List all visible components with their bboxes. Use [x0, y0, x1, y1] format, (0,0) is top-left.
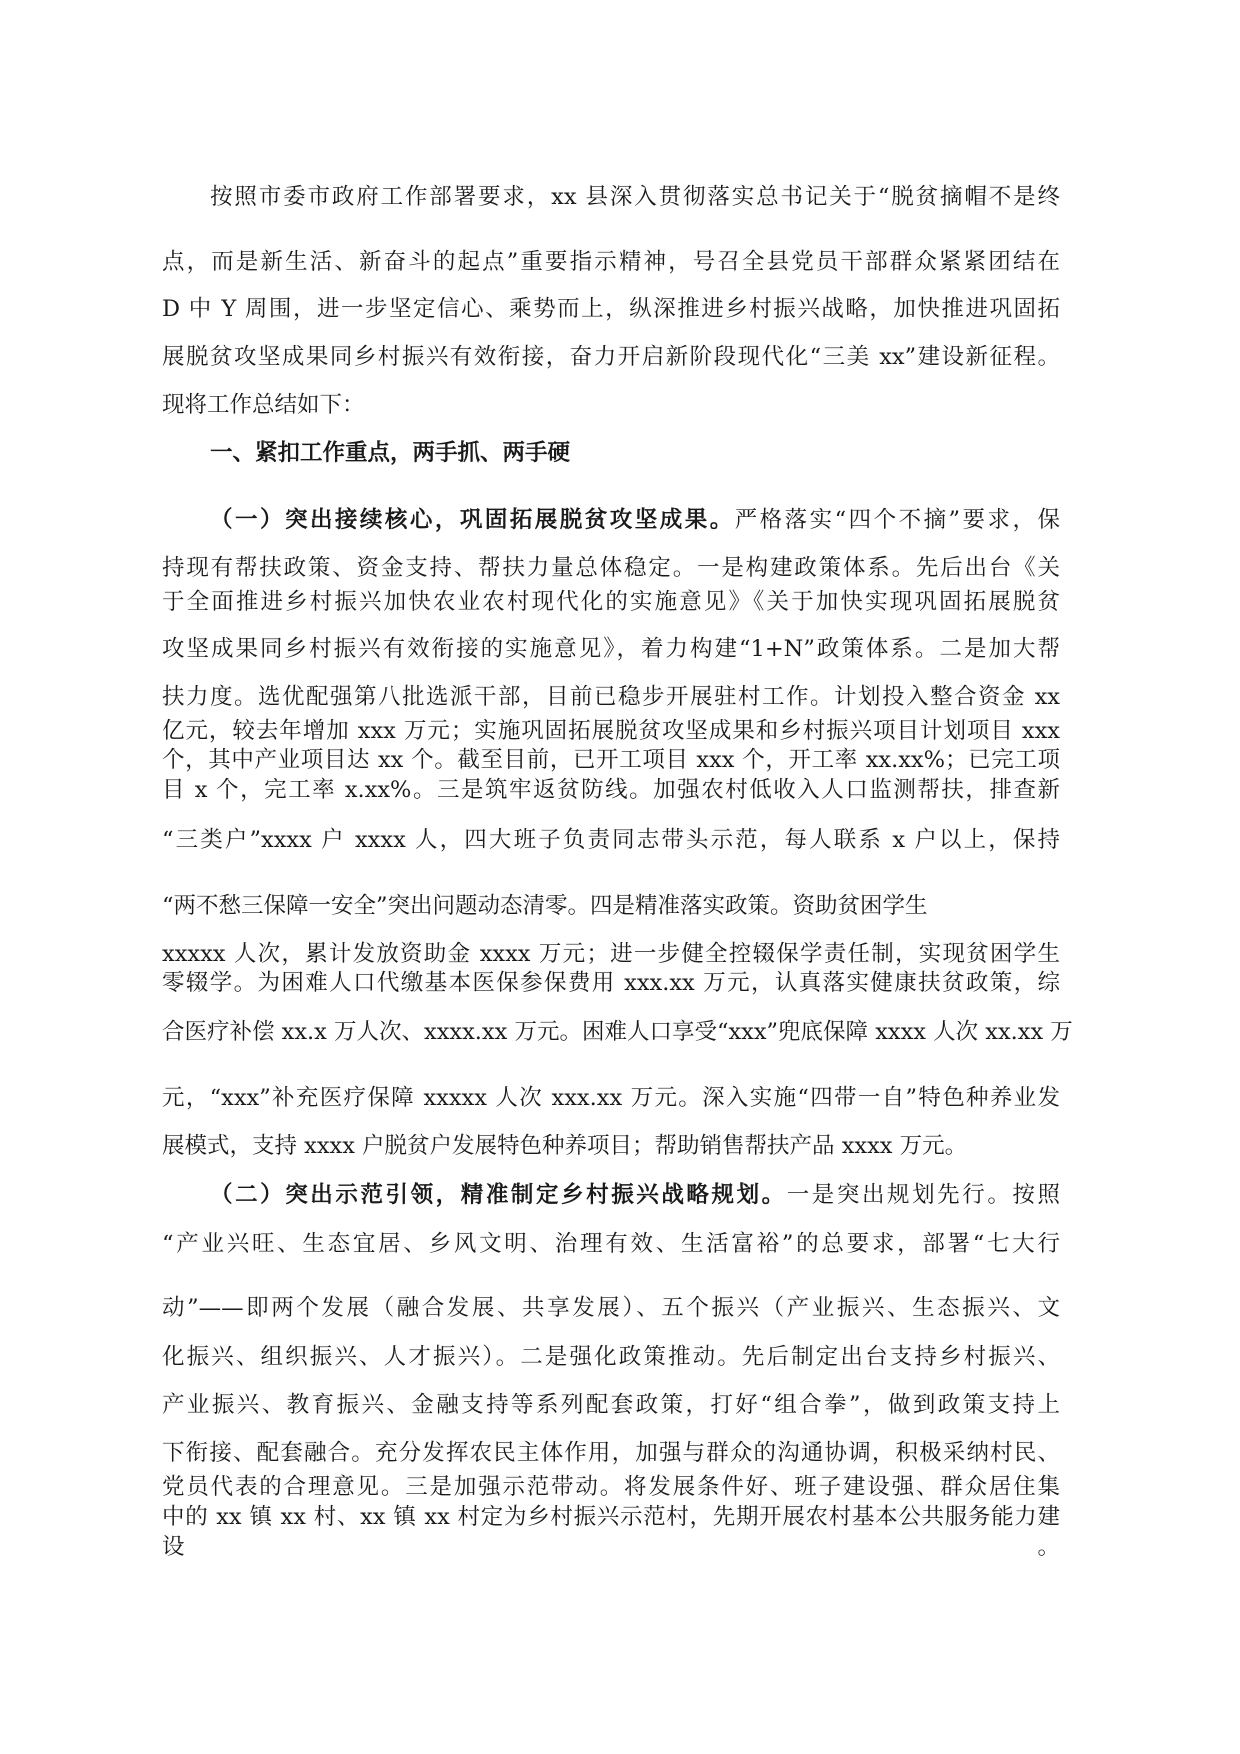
subheading-2: （二）突出示范引领，精准制定乡村振兴战略规划。: [210, 1182, 787, 1208]
sub2-line-7: 党员代表的合理意见。三是加强示范带动。将发展条件好、班子建设强、群众居住集: [162, 1474, 1060, 1500]
para-intro-line-5: 现将工作总结如下：: [162, 392, 365, 418]
para-intro-line-1: 按照市委市政府工作部署要求，xx 县深入贯彻落实总书记关于“脱贫摘帽不是终: [210, 184, 1060, 210]
sub1-line-6: 亿元，较去年增加 xxx 万元；实施巩固拓展脱贫攻坚成果和乡村振兴项目计划项目 xxx: [162, 718, 1060, 744]
sub2-line-2: “产业兴旺、生态宜居、乡风文明、治理有效、生活富裕”的总要求，部署“七大行: [162, 1231, 1060, 1257]
sub1-line-3: 于全面推进乡村振兴加快农业农村现代化的实施意见》《关于加快实现巩固拓展脱贫: [162, 589, 1060, 615]
sub1-line-13: 合医疗补偿 xx.x 万人次、xxxx.xx 万元。困难人口享受“xxx”兜底保障 xxxx 人次 xx.xx 万: [162, 1019, 1073, 1045]
sub2-line-3: 动”——即两个发展（融合发展、共享发展）、五个振兴（产业振兴、生态振兴、文: [162, 1295, 1060, 1321]
sub2-line-8: 中的 xx 镇 xx 村、xx 镇 xx 村定为乡村振兴示范村，先期开展农村基本公共服务能力建: [162, 1504, 1060, 1530]
subheading-1: （一）突出接续核心，巩固拓展脱贫攻坚成果。: [210, 507, 735, 533]
sub2-line-1-text: 一是突出规划先行。按照: [786, 1182, 1060, 1208]
sub1-line-1: [210, 505, 1060, 535]
sub1-line-12: 零辍学。为困难人口代缴基本医保参保费用 xxx.xx 万元，认真落实健康扶贫政策，综: [162, 970, 1060, 996]
sub2-line-5: 产业振兴、教育振兴、金融支持等系列配套政策，打好“组合拳”，做到政策支持上: [162, 1392, 1060, 1418]
section-heading-1: 一、紧扣工作重点，两手抓、两手硬: [210, 440, 571, 466]
sub1-line-7: 个，其中产业项目达 xx 个。截至目前，已开工项目 xxx 个，开工率 xx.xx%；已完工项: [162, 747, 1060, 773]
sub1-line-11: xxxxx 人次，累计发放资助金 xxxx 万元；进一步健全控辍保学责任制，实现贫困学生: [162, 941, 1060, 967]
sub2-line-6: 下衔接、配套融合。充分发挥农民主体作用，加强与群众的沟通协调，积极采纳村民、: [162, 1440, 1060, 1466]
sub1-line-14: 元，“xxx”补充医疗保障 xxxxx 人次 xxx.xx 万元。深入实施“四带一自”特色种养业发: [162, 1085, 1060, 1111]
sub1-line-9: “三类户”xxxx 户 xxxx 人，四大班子负责同志带头示范，每人联系 x 户以上，保持: [162, 827, 1060, 853]
para-intro-line-3: D 中 Y 周围，进一步坚定信心、乘势而上，纵深推进乡村振兴战略，加快推进巩固拓: [162, 296, 1060, 322]
sub1-line-2: 持现有帮扶政策、资金支持、帮扶力量总体稳定。一是构建政策体系。先后出台《关: [162, 555, 1060, 581]
para-intro-line-4: 展脱贫攻坚成果同乡村振兴有效衔接，奋力开启新阶段现代化“三美 xx”建设新征程。: [162, 344, 1060, 370]
sub1-line-10: “两不愁三保障一安全”突出问题动态清零。四是精准落实政策。资助贫困学生: [162, 893, 928, 919]
sub1-line-5: 扶力度。选优配强第八批选派干部，目前已稳步开展驻村工作。计划投入整合资金 xx: [162, 684, 1060, 710]
sub2-line-1: [210, 1180, 1060, 1210]
para-intro-line-2: 点，而是新生活、新奋斗的起点”重要指示精神，号召全县党员干部群众紧紧团结在: [162, 249, 1060, 275]
sub1-line-8: 目 x 个，完工率 x.xx%。三是筑牢返贫防线。加强农村低收入人口监测帮扶，排查新: [162, 777, 1060, 803]
sub1-line-15: 展模式，支持 xxxx 户脱贫户发展特色种养项目；帮助销售帮扶产品 xxxx 万元。: [162, 1133, 968, 1159]
sub1-line-1-text: 严格落实“四个不摘”要求，保: [734, 507, 1060, 533]
sub2-line-9: 设。: [162, 1534, 1060, 1560]
sub2-line-4: 化振兴、组织振兴、人才振兴）。二是强化政策推动。先后制定出台支持乡村振兴、: [162, 1344, 1060, 1370]
sub1-line-4: 攻坚成果同乡村振兴有效衔接的实施意见》，着力构建“1+N”政策体系。二是加大帮: [162, 636, 1060, 662]
